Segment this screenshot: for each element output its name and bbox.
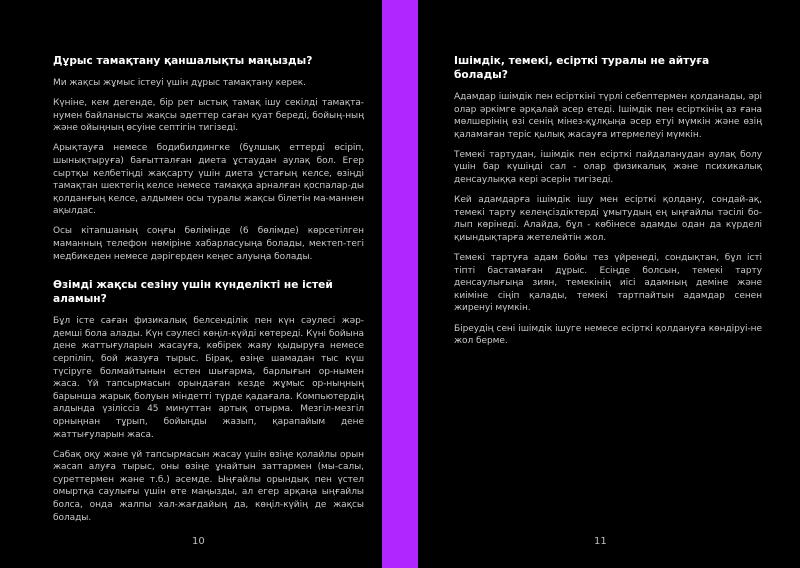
paragraph: Ми жақсы жұмыс істеуі үшін дұрыс тамақтану керек. bbox=[53, 78, 306, 88]
heading-alcohol-tobacco-drugs: Ішімдік, темекі, есірткі туралы не айтуға болады? bbox=[454, 55, 710, 81]
left-page bbox=[0, 0, 382, 568]
book-spine bbox=[382, 0, 418, 568]
paragraph: Сабақ оқу және үй тапсырмасын жасау үшін өзіңе қолайлы орын жасап алуға тырыс, оны өзіңе ұнайтын заттармен (мы-салы, суреттермен және т.б.) әсемде. Ыңғайлы орындық пен үстел омыртқа саулығы үшін өте маңызды, ал егер арқаңа ыңғайлы болса, онда жалпы хал-жағдайың да, көңіл-күйің де жақсы болады. bbox=[53, 449, 364, 523]
paragraph: Күніне, кем дегенде, бір рет ыстық тамақ ішу секілді тамақта-нумен байланысты жақсы әдеттер саған қуат береді, бойың-ның және ойыңның өсуіне септігін тигізеді. bbox=[53, 98, 364, 134]
paragraph: Бұл істе саған физикалық белсенділік пен күн сәулесі жәр-демші бола алады. Күн сәулесі көңіл-күйді көтереді. Күні бойына дене жаттығуларын жасауға, көбірек жаяу қыдыруға немесе серпіліп, бой жазуға тырыс. Бірақ, өзіңе шамадан тыс күш түсіруге болмайтынын естен шығарма, барлығын ор-нымен жаса. Үй тапсырмасын орындаған кезде жұмыс ор-ныңның барынша жарық болуын міндетті түрде қадағала. Компьютердің алдында үзіліссіз 45 минуттан артық отырма. Мезгіл-мезгіл орныңнан тұрып, бойыңды жазып, қарапайым дене жаттығуларын жаса. bbox=[53, 316, 364, 440]
page-number: 11 bbox=[594, 536, 607, 547]
paragraph: Темекі тартудан, ішімдік пен есірткі пайдаланудан аулақ болу үшін бар күшіңді сал - олар физикалық және психикалық денсаулыққа кері әсерін тигізеді. bbox=[454, 149, 762, 186]
heading-healthy-eating: Дұрыс тамақтану қаншалықты маңызды? bbox=[53, 55, 313, 67]
paragraph: Біреудің сені ішімдік ішуге немесе есірткі қолдануға көндіруі-не жол берме. bbox=[454, 323, 762, 347]
paragraph: Арықтауға немесе бодибилдингке (бұлшық еттерді өсіріп, шынықтыруға) бағытталған диета ұстаудан аулақ бол. Егер сыртқы келбетіңді жақсарту үшін диета ұстағың келсе, өзіңді тамақтан шектегің келсе немесе тамаққа арналған қоспалар-ды қолданғың келсе, алдымен осы туралы жақсы білетін ма-маннен ақылдас. bbox=[53, 143, 364, 217]
right-page bbox=[418, 0, 800, 568]
paragraph: Темекі тартуға адам бойы тез үйренеді, сондықтан, бұл істі тіпті бастамаған дұрыс. Есіңде болсын, темекі тарту денсаулығыңа зиян, темекінің иісі адамның деміне және киіміне сіңіп қалады, темекі тартпайтын адамдар сенен жиренуі мүмкін. bbox=[454, 253, 762, 314]
paragraph: Адамдар ішімдік пен есірткіні түрлі себептермен қолданады, әрі олар әркімге әрқалай әсер етеді. Ішімдік пен есірткінің аз ғана мөлшерінің өзі сенің мінез-құлқыңа әсер етуі мүмкін және өзің қаламаған теріс қылық жасауға итермелеуі мүмкін. bbox=[454, 92, 762, 140]
heading-daily-wellbeing: Өзімді жақсы сезіну үшін күнделікті не істей аламын? bbox=[53, 279, 333, 306]
page-number: 10 bbox=[192, 536, 205, 547]
paragraph: Кей адамдарға ішімдік ішу мен есірткі қолдану, сондай-ақ, темекі тарту келеңсіздіктерді ұмытудың ең ыңғайлы тәсілі бо-лып көрінеді. Алайда, бұл - көбінесе адамды одан да күрделі қиындықтарға жетелейтін жол. bbox=[454, 195, 762, 243]
paragraph: Осы кітапшаның соңғы бөлімінде (6 бөлімде) көрсетілген маманның телефон нөміріне хабарласуыңа болады, мектеп-тегі медбикеден немесе дәрігерден кеңес алуыңа болады. bbox=[53, 226, 364, 262]
